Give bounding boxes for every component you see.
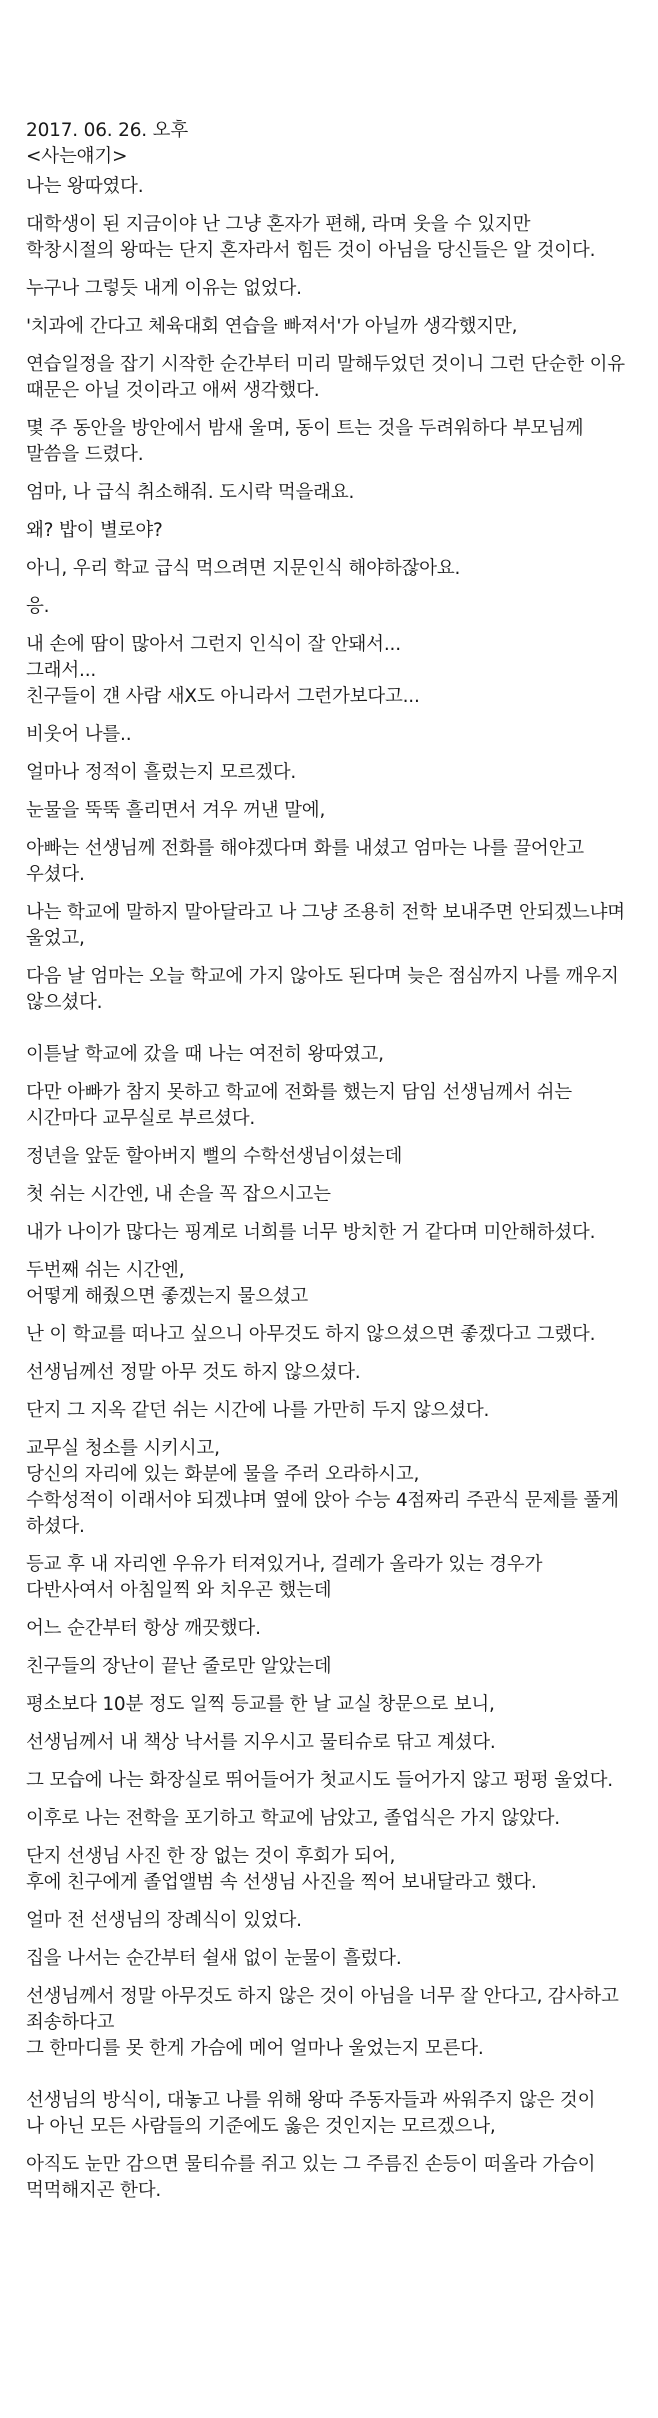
paragraph-line: 다음 날 엄마는 오늘 학교에 가지 않아도 된다며 늦은 점심까지 나를 깨우지 않으셨다. [26, 966, 619, 1013]
paragraph [26, 900, 632, 952]
paragraph [26, 722, 632, 748]
paragraph-line: 친구들의 장난이 끝난 줄로만 알았는데 [26, 1656, 332, 1677]
paragraph [26, 518, 632, 544]
paragraph [26, 1360, 632, 1386]
paragraph-list [26, 174, 632, 2204]
section-gap [26, 1028, 632, 1042]
paragraph-line: 대학생이 된 지금이야 난 그냥 혼자가 편해, 라며 웃을 수 있지만 [26, 214, 531, 235]
paragraph [26, 1144, 632, 1170]
paragraph-line: 다만 아빠가 참지 못하고 학교에 전화를 했는지 담임 선생님께서 쉬는 시간마다 교무실로 부르셨다. [26, 1082, 572, 1129]
paragraph-line: 교무실 청소를 시키시고, [26, 1438, 220, 1459]
paragraph [26, 1844, 632, 1896]
paragraph-line: 그래서... [26, 660, 97, 681]
paragraph [26, 480, 632, 506]
paragraph-line: 그 한마디를 못 한게 가슴에 메어 얼마나 울었는지 모른다. [26, 2038, 484, 2059]
paragraph-line: 후에 친구에게 졸업앨범 속 선생님 사진을 찍어 보내달라고 했다. [26, 1872, 537, 1893]
paragraph [26, 1768, 632, 1794]
paragraph [26, 1730, 632, 1756]
paragraph-line: 단지 선생님 사진 한 장 없는 것이 후회가 되어, [26, 1846, 396, 1867]
paragraph-line: 선생님께선 정말 아무 것도 하지 않으셨다. [26, 1362, 361, 1383]
paragraph-line: 아직도 눈만 감으면 물티슈를 쥐고 있는 그 주름진 손등이 떠올라 가슴이 먹먹해지곤 한다. [26, 2154, 596, 2201]
paragraph-line: 이후로 나는 전학을 포기하고 학교에 남았고, 졸업식은 가지 않았다. [26, 1808, 560, 1829]
paragraph [26, 416, 632, 468]
paragraph-line: 응. [26, 596, 50, 617]
paragraph-line: 나 아닌 모든 사람들의 기준에도 옳은 것인지는 모르겠으나, [26, 2116, 496, 2137]
paragraph [26, 1654, 632, 1680]
section-gap [26, 2074, 632, 2088]
paragraph-line: 수학성적이 이래서야 되겠냐며 옆에 앉아 수능 4점짜리 주관식 문제를 풀게 하셨다. [26, 1490, 619, 1537]
paragraph-line: 선생님께서 내 책상 낙서를 지우시고 물티슈로 닦고 계셨다. [26, 1732, 496, 1753]
post-date [26, 118, 632, 144]
paragraph [26, 798, 632, 824]
paragraph-line: 엄마, 나 급식 취소해줘. 도시락 먹을래요. [26, 482, 355, 503]
paragraph-line: 몇 주 동안을 방안에서 밤새 울며, 동이 트는 것을 두려워하다 부모님께 말씀을 드렸다. [26, 418, 584, 465]
paragraph-line: 당신의 자리에 있는 화분에 물을 주러 오라하시고, [26, 1464, 420, 1485]
paragraph-line: 학창시절의 왕따는 단지 혼자라서 힘든 것이 아님을 당신들은 알 것이다. [26, 240, 596, 261]
paragraph [26, 1182, 632, 1208]
paragraph-line: 내가 나이가 많다는 핑계로 너희를 너무 방치한 거 같다며 미안해하셨다. [26, 1222, 596, 1243]
paragraph [26, 1552, 632, 1604]
paragraph-line: 난 이 학교를 떠나고 싶으니 아무것도 하지 않으셨으면 좋겠다고 그랬다. [26, 1324, 596, 1345]
paragraph [26, 1042, 632, 1068]
paragraph-line: 얼마나 정적이 흘렀는지 모르겠다. [26, 762, 297, 783]
paragraph-line: 그 모습에 나는 화장실로 뛰어들어가 첫교시도 들어가지 않고 펑펑 울었다. [26, 1770, 613, 1791]
paragraph [26, 1908, 632, 1934]
paragraph-line: 아빠는 선생님께 전화를 해야겠다며 화를 내셨고 엄마는 나를 끌어안고 우셨다. [26, 838, 584, 885]
paragraph-line: 선생님의 방식이, 대놓고 나를 위해 왕따 주동자들과 싸워주지 않은 것이 [26, 2090, 596, 2111]
paragraph-line: 정년을 앞둔 할아버지 뻘의 수학선생님이셨는데 [26, 1146, 403, 1167]
paragraph [26, 1806, 632, 1832]
paragraph-line: 누구나 그렇듯 내게 이유는 없었다. [26, 278, 302, 299]
paragraph-line: 단지 그 지옥 같던 쉬는 시간에 나를 가만히 두지 않으셨다. [26, 1400, 490, 1421]
paragraph [26, 556, 632, 582]
paragraph [26, 212, 632, 264]
paragraph-line: 눈물을 뚝뚝 흘리면서 겨우 꺼낸 말에, [26, 800, 326, 821]
paragraph-line: 얼마 전 선생님의 장례식이 있었다. [26, 1910, 302, 1931]
paragraph [26, 1080, 632, 1132]
paragraph [26, 1398, 632, 1424]
paragraph-line: 집을 나서는 순간부터 쉴새 없이 눈물이 흘렀다. [26, 1948, 402, 1969]
paragraph [26, 1436, 632, 1540]
paragraph [26, 1946, 632, 1972]
paragraph [26, 2152, 632, 2204]
paragraph [26, 1984, 632, 2062]
paragraph [26, 276, 632, 302]
paragraph-line: 아니, 우리 학교 급식 먹으려면 지문인식 해야하잖아요. [26, 558, 461, 579]
post-category [26, 144, 632, 170]
paragraph-line: 왜? 밥이 별로야? [26, 520, 163, 541]
paragraph [26, 632, 632, 710]
paragraph-line: 어떻게 해줬으면 좋겠는지 물으셨고 [26, 1286, 309, 1307]
paragraph-line: 나는 학교에 말하지 말아달라고 나 그냥 조용히 전학 보내주면 안되겠느냐며 울었고, [26, 902, 625, 949]
paragraph-line: 친구들이 걘 사람 새X도 아니라서 그런가보다고... [26, 686, 420, 707]
paragraph-line: 내 손에 땀이 많아서 그런지 인식이 잘 안돼서... [26, 634, 401, 655]
paragraph-line: 두번째 쉬는 시간엔, [26, 1260, 185, 1281]
post-category-text: <사는얘기> [26, 146, 128, 167]
paragraph [26, 1258, 632, 1310]
paragraph-line: 평소보다 10분 정도 일찍 등교를 한 날 교실 창문으로 보니, [26, 1694, 495, 1715]
paragraph-line: 등교 후 내 자리엔 우유가 터져있거나, 걸레가 올라가 있는 경우가 다반사여서 아침일찍 와 치우곤 했는데 [26, 1554, 543, 1601]
paragraph [26, 1692, 632, 1718]
paragraph-line: 선생님께서 정말 아무것도 하지 않은 것이 아님을 너무 잘 안다고, 감사하고 죄송하다고 [26, 1986, 619, 2033]
paragraph [26, 314, 632, 340]
paragraph-line: 어느 순간부터 항상 깨끗했다. [26, 1618, 261, 1639]
post-date-text: 2017. 06. 26. 오후 [26, 120, 188, 141]
paragraph-line: 연습일정을 잡기 시작한 순간부터 미리 말해두었던 것이니 그런 단순한 이유 때문은 아닐 것이라고 애써 생각했다. [26, 354, 625, 401]
paragraph-line: 나는 왕따였다. [26, 176, 144, 197]
paragraph-line: 첫 쉬는 시간엔, 내 손을 꼭 잡으시고는 [26, 1184, 331, 1205]
paragraph-line: '치과에 간다고 체육대회 연습을 빠져서'가 아닐까 생각했지만, [26, 316, 518, 337]
paragraph [26, 760, 632, 786]
paragraph-line: 비웃어 나를.. [26, 724, 132, 745]
paragraph [26, 174, 632, 200]
paragraph [26, 836, 632, 888]
paragraph [26, 594, 632, 620]
paragraph [26, 2088, 632, 2140]
paragraph [26, 1322, 632, 1348]
paragraph [26, 1220, 632, 1246]
paragraph [26, 1616, 632, 1642]
paragraph-line: 이튿날 학교에 갔을 때 나는 여전히 왕따였고, [26, 1044, 384, 1065]
paragraph [26, 964, 632, 1016]
paragraph [26, 352, 632, 404]
